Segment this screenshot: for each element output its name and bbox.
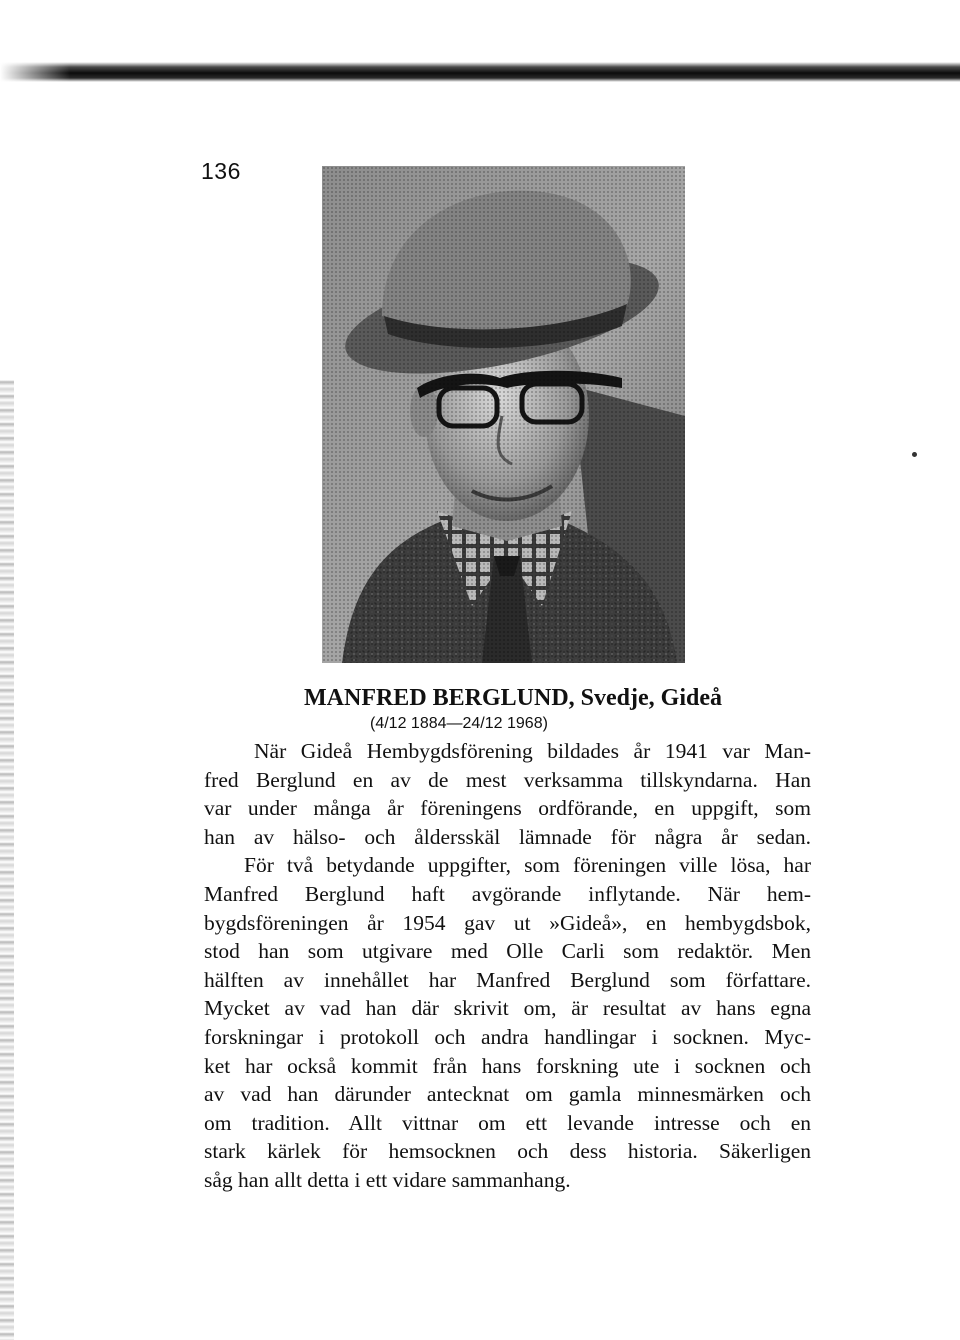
portrait-photo: [322, 166, 685, 663]
life-dates: (4/12 1884—24/12 1968): [370, 715, 548, 732]
text-line: av vad han därunder antecknat om gamla minnesmärken och: [204, 1082, 811, 1107]
biography-text: [204, 737, 811, 1195]
entry-heading: [304, 683, 724, 735]
text-line: bygdsföreningen år 1954 gav ut »Gideå», en hembygdsbok,: [204, 910, 811, 935]
text-line: såg han allt detta i ett vidare sammanhang.: [204, 1167, 571, 1192]
text-line: För två betydande uppgifter, som föreningen ville lösa, har: [244, 853, 811, 878]
binding-gutter-shadow: [0, 380, 14, 1340]
text-line: stod han som utgivare med Olle Carli som redaktör. Men: [204, 939, 811, 964]
text-line: ket har också kommit från hans forskning ute i socknen och: [204, 1053, 811, 1078]
page-number: 136: [201, 158, 241, 184]
text-line: var under många år föreningens ordförande, en uppgift, som: [204, 796, 811, 821]
text-line: fred Berglund en av de mest verksamma tillskyndarna. Han: [204, 767, 811, 792]
person-name: MANFRED BERGLUND, Svedje, Gideå: [304, 685, 722, 711]
text-line: han av hälso- och åldersskäl lämnade för några år sedan.: [204, 824, 811, 849]
text-line: Mycket av vad han där skrivit om, är resultat av hans egna: [204, 996, 811, 1021]
text-line: om tradition. Allt vittnar om ett levande intresse och en: [204, 1110, 811, 1135]
text-line: stark kärlek för hemsocknen och dess historia. Säkerligen: [204, 1139, 811, 1164]
text-line: forskningar i protokoll och andra handlingar i socknen. Myc-: [204, 1024, 811, 1049]
scan-edge-rule: [0, 62, 960, 82]
scan-speck: [912, 452, 917, 457]
text-line: När Gideå Hembygdsförening bildades år 1941 var Man-: [254, 739, 811, 763]
text-line: Manfred Berglund haft avgörande inflytande. När hem-: [204, 881, 811, 906]
text-line: hälften av innehållet har Manfred Berglund som författare.: [204, 967, 811, 992]
